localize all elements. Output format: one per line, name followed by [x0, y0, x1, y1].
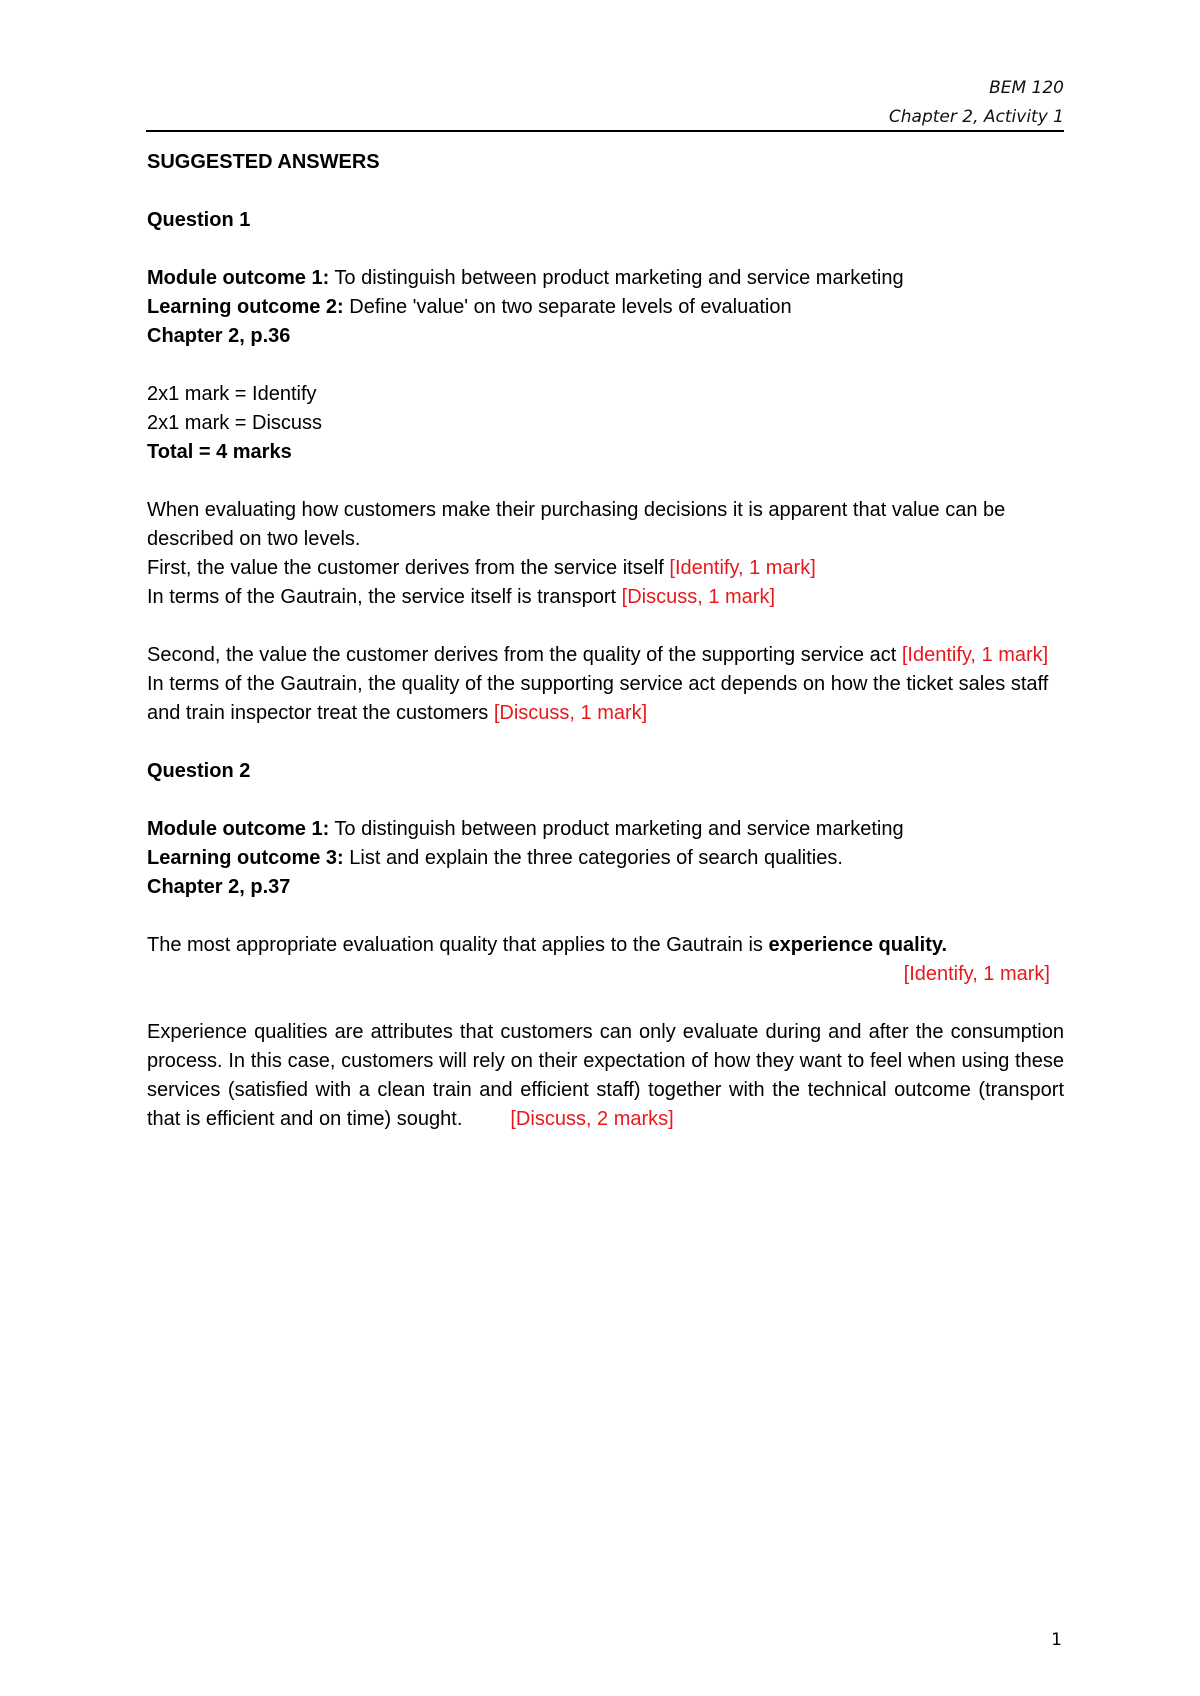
q2-module-outcome: Module outcome 1: To distinguish between product marketing and service marketing	[147, 818, 904, 840]
q1-intro: When evaluating how customers make their purchasing decisions it is apparent that value can be described on two levels.	[147, 499, 1006, 550]
q1-first-discuss: In terms of the Gautrain, the service itself is transport [Discuss, 1 mark]	[147, 586, 775, 608]
q2-answer-mark-line	[147, 960, 1064, 989]
mark-annotation: [Identify, 1 mark]	[669, 557, 816, 579]
q1-first-level: First, the value the customer derives from the service itself [Identify, 1 mark]	[147, 557, 816, 579]
page-header	[889, 74, 1064, 132]
document-body	[147, 148, 1064, 1134]
q1-module-outcome: Module outcome 1: To distinguish between product marketing and service marketing	[147, 267, 904, 289]
mark-annotation: [Identify, 1 mark]	[901, 644, 1049, 666]
page-title: SUGGESTED ANSWERS	[147, 151, 380, 173]
page-number: 1	[1051, 1630, 1062, 1650]
mark-annotation: [Discuss, 1 mark]	[621, 586, 775, 608]
q1-mark-discuss: 2x1 mark = Discuss	[147, 412, 323, 434]
mark-annotation: [Discuss, 2 marks]	[510, 1108, 674, 1130]
q1-chapter-ref: Chapter 2, p.36	[147, 325, 291, 347]
q1-learning-outcome: Learning outcome 2: Define 'value' on two separate levels of evaluation	[147, 296, 792, 318]
mark-annotation: [Discuss, 1 mark]	[493, 702, 648, 724]
question-1-heading: Question 1	[147, 209, 251, 231]
q2-explanation: Experience qualities are attributes that customers can only evaluate during and after the consumption process. In this case, customers will rely on their expectation of how they want to feel when using these services (satisfied with a clean train and efficient staff) together with the technical outcome (transport that is efficient and on time) sought. [Discuss, 2 marks]	[147, 1018, 1064, 1134]
q2-chapter-ref: Chapter 2, p.37	[147, 876, 291, 898]
q1-total: Total = 4 marks	[147, 441, 292, 463]
q2-answer: The most appropriate evaluation quality that applies to the Gautrain is experience quality.	[147, 934, 948, 956]
q1-mark-identify: 2x1 mark = Identify	[147, 383, 317, 405]
question-2-heading: Question 2	[147, 760, 251, 782]
chapter-activity: Chapter 2, Activity 1	[888, 107, 1064, 127]
course-code: BEM 120	[989, 78, 1064, 98]
header-rule	[146, 130, 1064, 132]
q1-second-discuss: In terms of the Gautrain, the quality of the supporting service act depends on how the ticket sales staff and train inspector treat the customers [Discuss, 1 mark]	[147, 673, 1049, 724]
q1-second-level: Second, the value the customer derives from the quality of the supporting service act [Identify, 1 mark]	[147, 644, 1049, 666]
q2-learning-outcome: Learning outcome 3: List and explain the three categories of search qualities.	[147, 847, 843, 869]
mark-annotation: [Identify, 1 mark]	[903, 963, 1050, 985]
